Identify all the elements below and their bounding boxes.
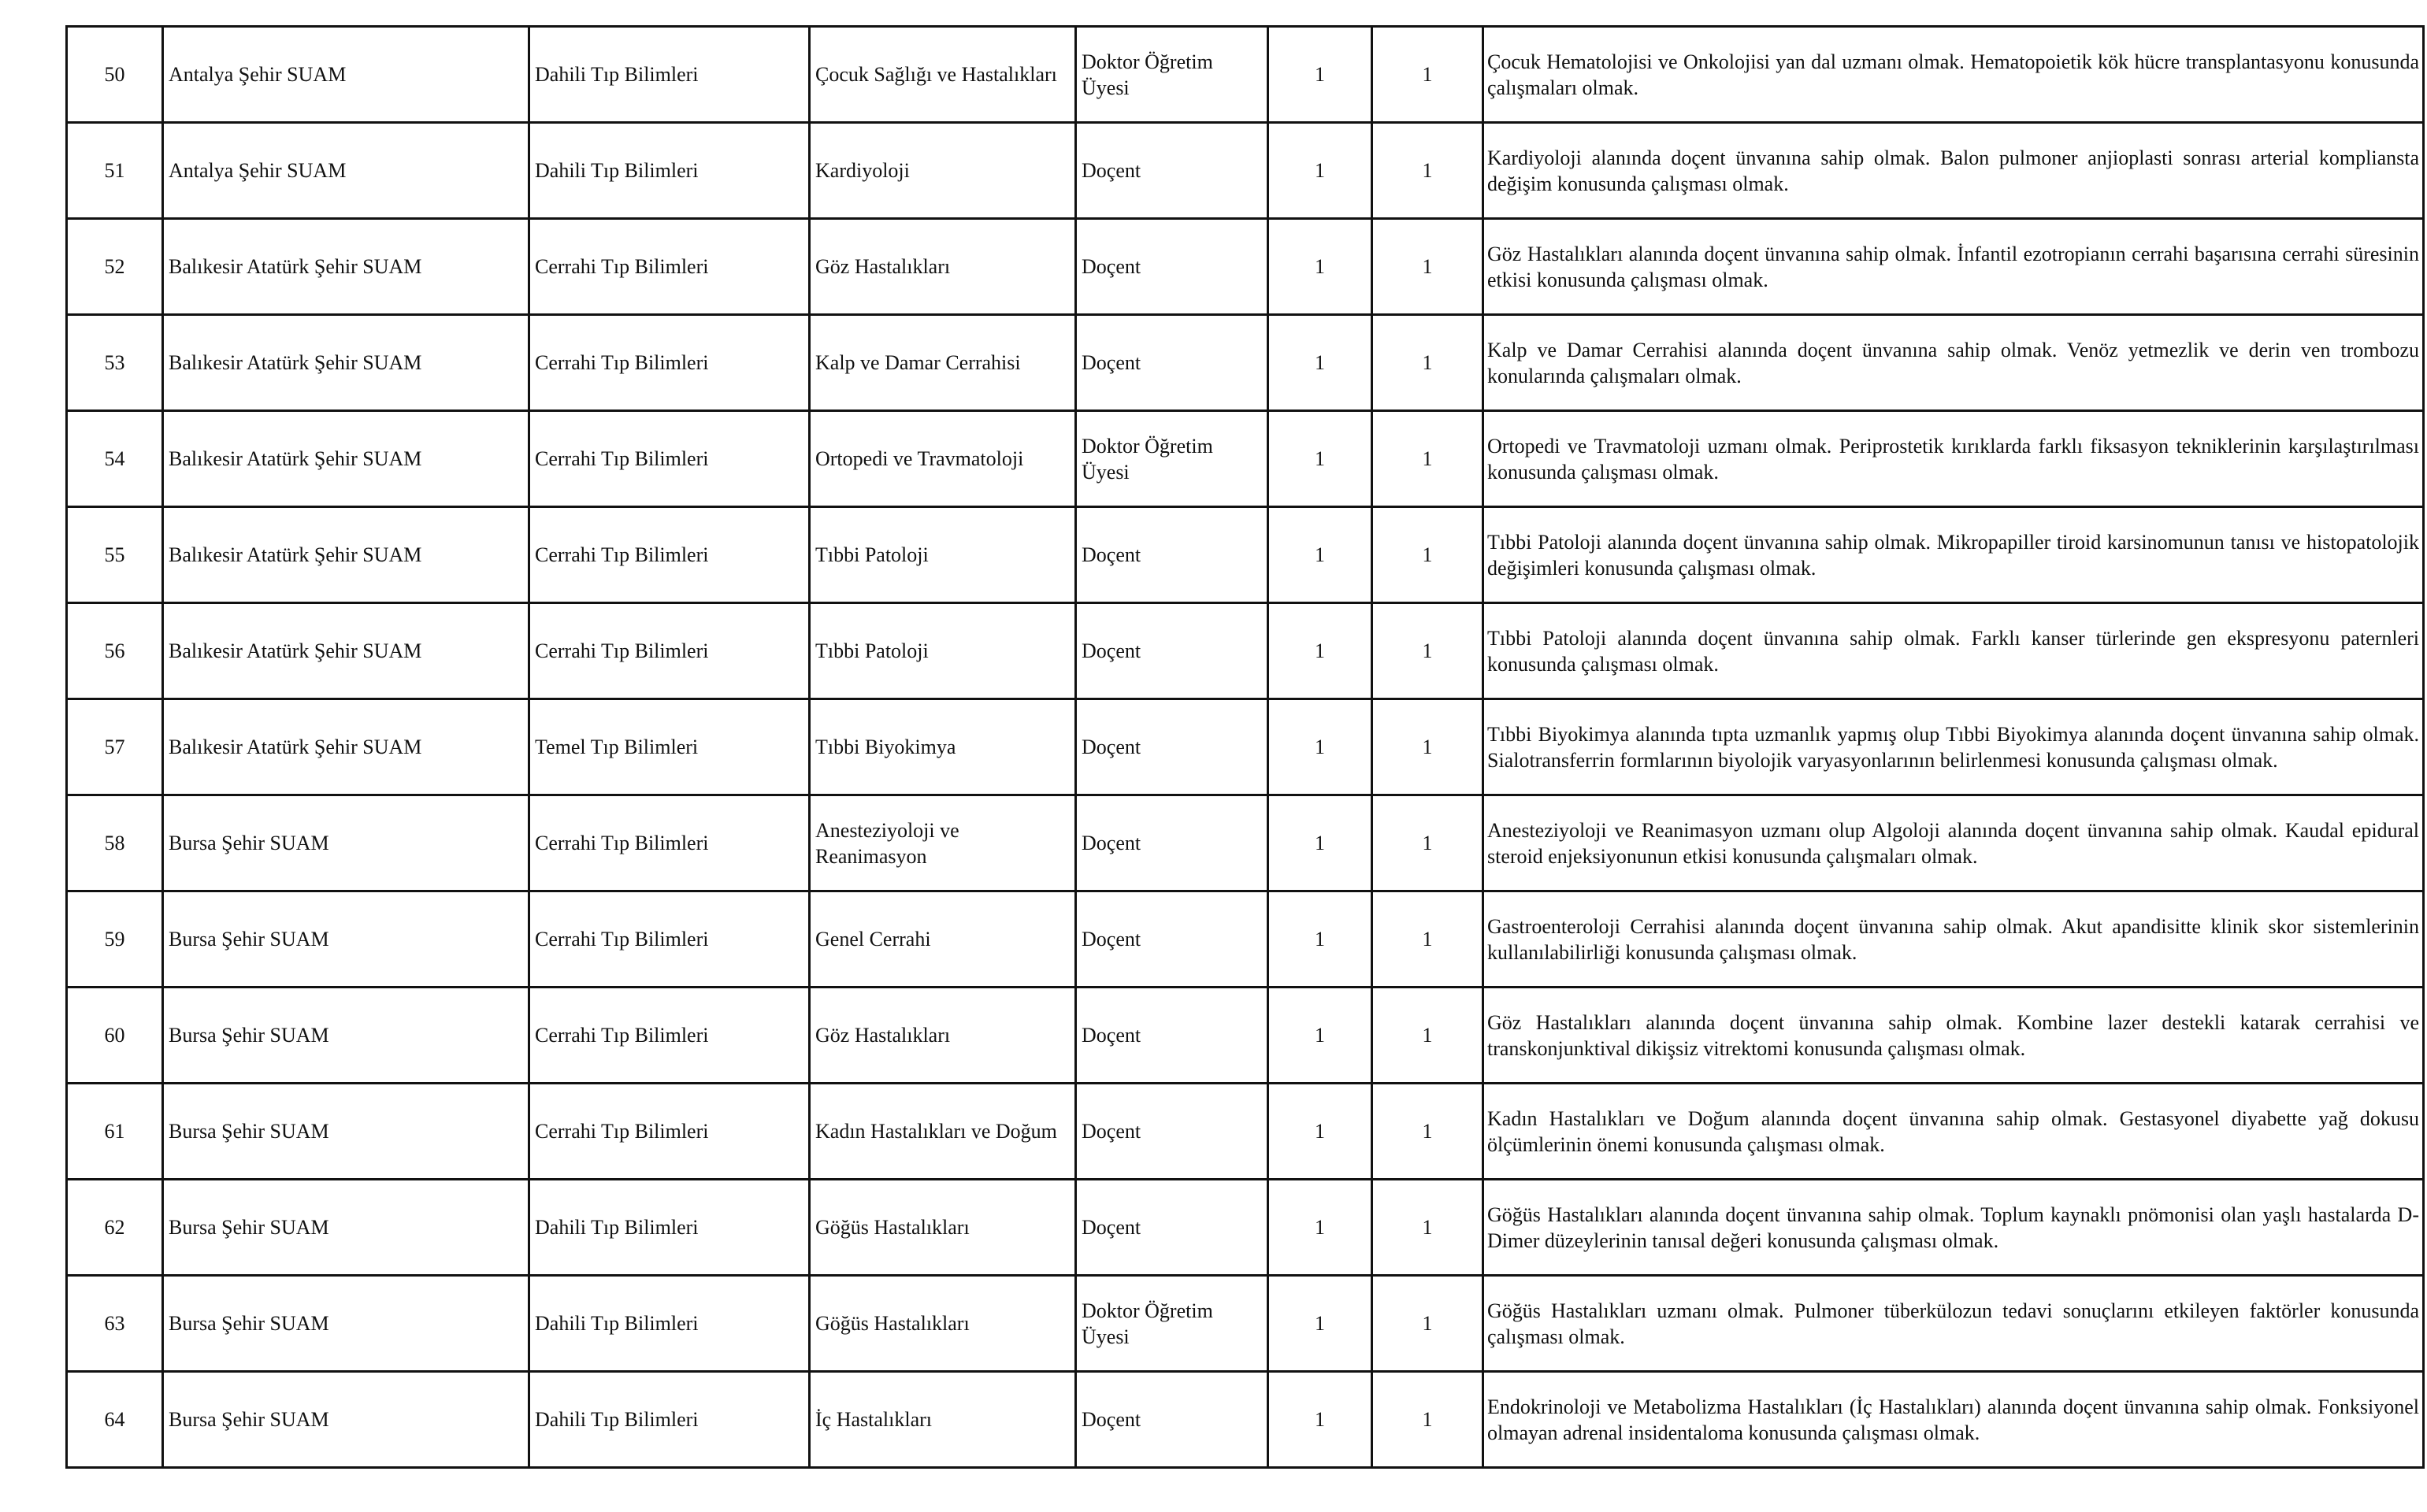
science-group-cell: Cerrahi Tıp Bilimleri [529, 219, 810, 315]
hospital-cell: Bursa Şehir SUAM [163, 1276, 529, 1372]
row-number: 54 [67, 411, 163, 507]
academic-title-cell: Doçent [1076, 315, 1268, 411]
position-count-cell: 1 [1372, 1372, 1483, 1468]
requirement-cell: Gastroenteroloji Cerrahisi alanında doçent ünvanına sahip olmak. Akut apandisitte klinik skor sistemlerinin kullanılabilirliği konusunda çalışması olmak. [1483, 891, 2424, 988]
science-group-cell: Cerrahi Tıp Bilimleri [529, 603, 810, 699]
position-count-cell: 1 [1372, 219, 1483, 315]
academic-title-cell: Doçent [1076, 795, 1268, 891]
academic-title-cell: Doçent [1076, 1084, 1268, 1180]
academic-title-cell: Doktor Öğretim Üyesi [1076, 411, 1268, 507]
department-cell: Tıbbi Biyokimya [810, 699, 1076, 795]
row-number: 51 [67, 123, 163, 219]
position-count-cell: 1 [1268, 1180, 1372, 1276]
academic-title-cell: Doçent [1076, 988, 1268, 1084]
position-count-cell: 1 [1372, 507, 1483, 603]
academic-title-cell: Doçent [1076, 891, 1268, 988]
position-count-cell: 1 [1372, 315, 1483, 411]
position-count-cell: 1 [1268, 315, 1372, 411]
science-group-cell: Cerrahi Tıp Bilimleri [529, 891, 810, 988]
requirement-cell: Tıbbi Biyokimya alanında tıpta uzmanlık yapmış olup Tıbbi Biyokimya alanında doçent ünvanına sahip olmak. Sialotransferrin formlarının biyolojik varyasyonlarının belirlenmesi konusunda çalışması olmak. [1483, 699, 2424, 795]
position-count-cell: 1 [1268, 699, 1372, 795]
requirement-cell: Kadın Hastalıkları ve Doğum alanında doçent ünvanına sahip olmak. Gestasyonel diyabette yağ dokusu ölçümlerinin önemi konusunda çalışması olmak. [1483, 1084, 2424, 1180]
academic-title-cell: Doçent [1076, 123, 1268, 219]
academic-title-cell: Doçent [1076, 603, 1268, 699]
academic-title-cell: Doçent [1076, 219, 1268, 315]
department-cell: Kadın Hastalıkları ve Doğum [810, 1084, 1076, 1180]
table-row [67, 1180, 2424, 1276]
table-row [67, 219, 2424, 315]
hospital-cell: Balıkesir Atatürk Şehir SUAM [163, 507, 529, 603]
positions-table [65, 25, 2425, 1469]
department-cell: Tıbbi Patoloji [810, 507, 1076, 603]
position-count-cell: 1 [1268, 891, 1372, 988]
position-count-cell: 1 [1372, 988, 1483, 1084]
science-group-cell: Cerrahi Tıp Bilimleri [529, 1084, 810, 1180]
position-count-cell: 1 [1372, 1180, 1483, 1276]
row-number: 58 [67, 795, 163, 891]
hospital-cell: Bursa Şehir SUAM [163, 891, 529, 988]
requirement-cell: Kardiyoloji alanında doçent ünvanına sahip olmak. Balon pulmoner anjioplasti sonrası arterial kompliansta değişim konusunda çalışması olmak. [1483, 123, 2424, 219]
hospital-cell: Bursa Şehir SUAM [163, 1372, 529, 1468]
table-row [67, 795, 2424, 891]
position-count-cell: 1 [1372, 1084, 1483, 1180]
position-count-cell: 1 [1268, 411, 1372, 507]
table-row [67, 891, 2424, 988]
hospital-cell: Bursa Şehir SUAM [163, 988, 529, 1084]
requirement-cell: Kalp ve Damar Cerrahisi alanında doçent ünvanına sahip olmak. Venöz yetmezlik ve derin ven trombozu konularında çalışmaları olmak. [1483, 315, 2424, 411]
position-count-cell: 1 [1268, 1276, 1372, 1372]
hospital-cell: Balıkesir Atatürk Şehir SUAM [163, 603, 529, 699]
position-count-cell: 1 [1268, 1084, 1372, 1180]
department-cell: Çocuk Sağlığı ve Hastalıkları [810, 27, 1076, 123]
table-row [67, 1084, 2424, 1180]
academic-title-cell: Doktor Öğretim Üyesi [1076, 1276, 1268, 1372]
requirement-cell: Çocuk Hematolojisi ve Onkolojisi yan dal uzmanı olmak. Hematopoietik kök hücre transplantasyonu konusunda çalışmaları olmak. [1483, 27, 2424, 123]
requirement-cell: Ortopedi ve Travmatoloji uzmanı olmak. Periprostetik kırıklarda farklı fiksasyon tekniklerinin karşılaştırılması konusunda çalışması olmak. [1483, 411, 2424, 507]
science-group-cell: Cerrahi Tıp Bilimleri [529, 795, 810, 891]
row-number: 50 [67, 27, 163, 123]
position-count-cell: 1 [1268, 1372, 1372, 1468]
science-group-cell: Dahili Tıp Bilimleri [529, 1180, 810, 1276]
table-row [67, 603, 2424, 699]
position-count-cell: 1 [1372, 27, 1483, 123]
academic-title-cell: Doçent [1076, 1372, 1268, 1468]
department-cell: Anesteziyoloji ve Reanimasyon [810, 795, 1076, 891]
department-cell: İç Hastalıkları [810, 1372, 1076, 1468]
science-group-cell: Dahili Tıp Bilimleri [529, 27, 810, 123]
hospital-cell: Balıkesir Atatürk Şehir SUAM [163, 699, 529, 795]
science-group-cell: Dahili Tıp Bilimleri [529, 1276, 810, 1372]
department-cell: Tıbbi Patoloji [810, 603, 1076, 699]
science-group-cell: Cerrahi Tıp Bilimleri [529, 988, 810, 1084]
hospital-cell: Bursa Şehir SUAM [163, 795, 529, 891]
table-row [67, 123, 2424, 219]
position-count-cell: 1 [1372, 891, 1483, 988]
position-count-cell: 1 [1268, 27, 1372, 123]
academic-title-cell: Doçent [1076, 507, 1268, 603]
row-number: 59 [67, 891, 163, 988]
hospital-cell: Bursa Şehir SUAM [163, 1084, 529, 1180]
row-number: 60 [67, 988, 163, 1084]
table-row [67, 988, 2424, 1084]
position-count-cell: 1 [1372, 795, 1483, 891]
department-cell: Göz Hastalıkları [810, 988, 1076, 1084]
row-number: 56 [67, 603, 163, 699]
science-group-cell: Cerrahi Tıp Bilimleri [529, 411, 810, 507]
requirement-cell: Göz Hastalıkları alanında doçent ünvanına sahip olmak. İnfantil ezotropianın cerrahi başarısına cerrahi süresinin etkisi konusunda çalışması olmak. [1483, 219, 2424, 315]
department-cell: Göz Hastalıkları [810, 219, 1076, 315]
department-cell: Göğüs Hastalıkları [810, 1180, 1076, 1276]
row-number: 64 [67, 1372, 163, 1468]
requirement-cell: Göğüs Hastalıkları alanında doçent ünvanına sahip olmak. Toplum kaynaklı pnömonisi olan yaşlı hastalarda D-Dimer düzeylerinin tanısal değeri konusunda çalışması olmak. [1483, 1180, 2424, 1276]
department-cell: Kalp ve Damar Cerrahisi [810, 315, 1076, 411]
table-row [67, 1372, 2424, 1468]
position-count-cell: 1 [1372, 123, 1483, 219]
requirement-cell: Tıbbi Patoloji alanında doçent ünvanına sahip olmak. Farklı kanser türlerinde gen ekspresyonu paternleri konusunda çalışması olmak. [1483, 603, 2424, 699]
row-number: 62 [67, 1180, 163, 1276]
row-number: 53 [67, 315, 163, 411]
hospital-cell: Antalya Şehir SUAM [163, 123, 529, 219]
table-row [67, 699, 2424, 795]
row-number: 57 [67, 699, 163, 795]
table-row [67, 1276, 2424, 1372]
department-cell: Göğüs Hastalıkları [810, 1276, 1076, 1372]
science-group-cell: Cerrahi Tıp Bilimleri [529, 315, 810, 411]
requirement-cell: Anesteziyoloji ve Reanimasyon uzmanı olup Algoloji alanında doçent ünvanına sahip olmak. Kaudal epidural steroid enjeksiyonunun etkisi konusunda çalışmaları olmak. [1483, 795, 2424, 891]
row-number: 61 [67, 1084, 163, 1180]
science-group-cell: Dahili Tıp Bilimleri [529, 123, 810, 219]
position-count-cell: 1 [1268, 603, 1372, 699]
hospital-cell: Balıkesir Atatürk Şehir SUAM [163, 315, 529, 411]
position-count-cell: 1 [1372, 603, 1483, 699]
hospital-cell: Balıkesir Atatürk Şehir SUAM [163, 411, 529, 507]
table-row [67, 315, 2424, 411]
table-row [67, 411, 2424, 507]
table-row [67, 27, 2424, 123]
department-cell: Genel Cerrahi [810, 891, 1076, 988]
row-number: 55 [67, 507, 163, 603]
position-count-cell: 1 [1268, 219, 1372, 315]
position-count-cell: 1 [1372, 699, 1483, 795]
academic-title-cell: Doktor Öğretim Üyesi [1076, 27, 1268, 123]
science-group-cell: Cerrahi Tıp Bilimleri [529, 507, 810, 603]
position-count-cell: 1 [1372, 1276, 1483, 1372]
hospital-cell: Antalya Şehir SUAM [163, 27, 529, 123]
science-group-cell: Temel Tıp Bilimleri [529, 699, 810, 795]
requirement-cell: Endokrinoloji ve Metabolizma Hastalıkları (İç Hastalıkları) alanında doçent ünvanına sahip olmak. Fonksiyonel olmayan adrenal insidentaloma konusunda çalışması olmak. [1483, 1372, 2424, 1468]
requirement-cell: Tıbbi Patoloji alanında doçent ünvanına sahip olmak. Mikropapiller tiroid karsinomunun tanısı ve histopatolojik değişimleri konusunda çalışması olmak. [1483, 507, 2424, 603]
academic-title-cell: Doçent [1076, 1180, 1268, 1276]
position-count-cell: 1 [1372, 411, 1483, 507]
row-number: 52 [67, 219, 163, 315]
position-count-cell: 1 [1268, 795, 1372, 891]
position-count-cell: 1 [1268, 507, 1372, 603]
science-group-cell: Dahili Tıp Bilimleri [529, 1372, 810, 1468]
row-number: 63 [67, 1276, 163, 1372]
position-count-cell: 1 [1268, 123, 1372, 219]
academic-title-cell: Doçent [1076, 699, 1268, 795]
hospital-cell: Balıkesir Atatürk Şehir SUAM [163, 219, 529, 315]
department-cell: Ortopedi ve Travmatoloji [810, 411, 1076, 507]
department-cell: Kardiyoloji [810, 123, 1076, 219]
hospital-cell: Bursa Şehir SUAM [163, 1180, 529, 1276]
position-count-cell: 1 [1268, 988, 1372, 1084]
requirement-cell: Göğüs Hastalıkları uzmanı olmak. Pulmoner tüberkülozun tedavi sonuçlarını etkileyen faktörler konusunda çalışması olmak. [1483, 1276, 2424, 1372]
requirement-cell: Göz Hastalıkları alanında doçent ünvanına sahip olmak. Kombine lazer destekli katarak cerrahisi ve transkonjunktival dikişsiz vitrektomi konusunda çalışması olmak. [1483, 988, 2424, 1084]
table-row [67, 507, 2424, 603]
